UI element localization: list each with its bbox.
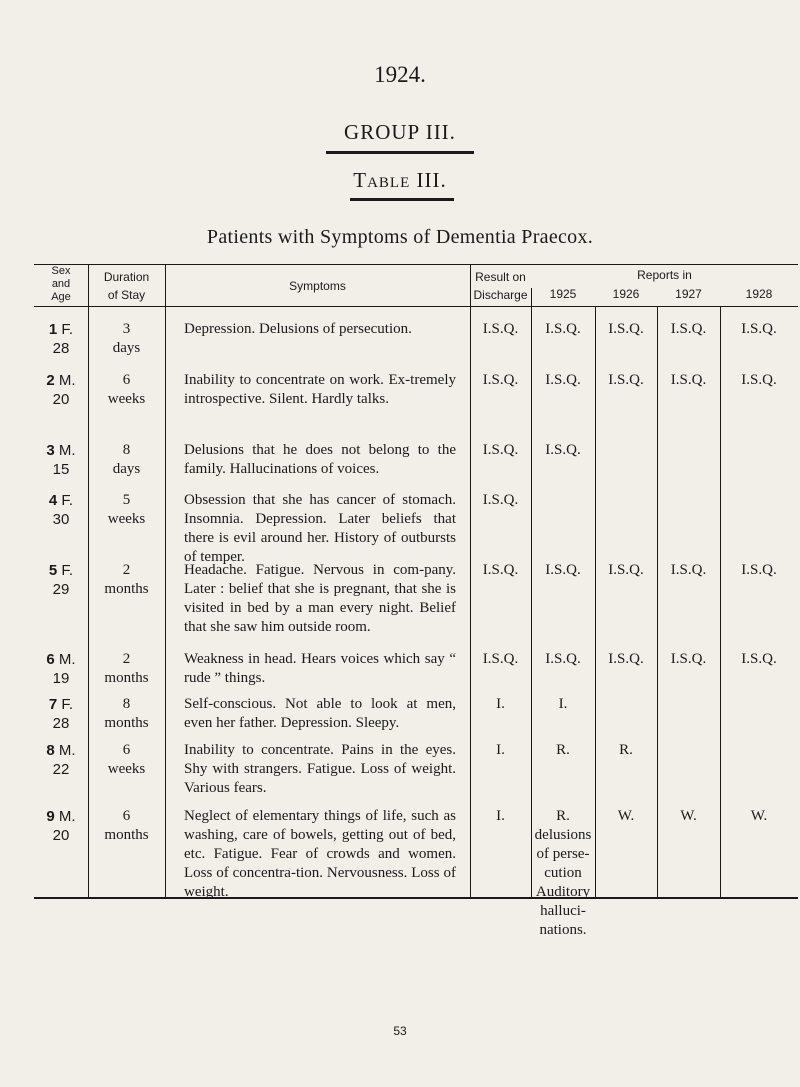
row-1928: W. [750, 808, 768, 824]
col-divider [165, 264, 166, 897]
header-symptoms: Symptoms [289, 279, 346, 293]
table-row-sex-age [34, 371, 88, 409]
col-divider [470, 264, 471, 897]
row-duration-unit: months [104, 827, 149, 843]
header-reports-in: Reports in [637, 268, 692, 282]
row-duration-number: 6 [122, 372, 131, 388]
table-subtitle: Patients with Symptoms of Dementia Praecox. [206, 226, 594, 248]
row-1926: I.S.Q. [608, 321, 644, 337]
row-1926: R. [619, 742, 633, 758]
row-result: I.S.Q. [482, 321, 519, 337]
table-row-duration [88, 695, 165, 733]
row-result: I. [496, 808, 505, 824]
row-duration-number: 2 [122, 562, 131, 578]
row-duration-number: 6 [122, 808, 131, 824]
row-1928: I.S.Q. [741, 562, 777, 578]
table-row-duration [88, 320, 165, 358]
row-number: 9 [46, 808, 55, 825]
row-age: 28 [52, 715, 70, 732]
row-duration-number: 3 [122, 321, 131, 337]
row-result: I. [496, 742, 505, 758]
row-number: 5 [48, 562, 58, 579]
row-1928: I.S.Q. [741, 651, 777, 667]
row-result: I.S.Q. [482, 372, 519, 388]
row-symptoms: Delusions that he does not belong to the family. Hallucinations of voices. [184, 442, 456, 477]
table-row-duration [88, 561, 165, 599]
row-duration-unit: days [112, 461, 141, 477]
row-1928: I.S.Q. [741, 372, 777, 388]
table-row-duration [88, 741, 165, 779]
row-age: 22 [52, 761, 70, 778]
row-sex: M. [58, 651, 76, 668]
row-duration-unit: days [112, 340, 141, 356]
row-symptoms: Headache. Fatigue. Nervous in com-pany. Later : belief that she is pregnant, that she is visited in bed by a man every night. Belief that she saw him outside room. [184, 562, 456, 635]
row-1927: I.S.Q. [670, 372, 707, 388]
header-1928: 1928 [745, 287, 773, 301]
row-sex: M. [58, 808, 76, 825]
row-1925: R. delusions of perse-cution Auditory halluci-nations. [534, 808, 592, 938]
header-sex-age [34, 265, 88, 304]
row-age: 15 [52, 461, 70, 478]
row-result: I.S.Q. [482, 651, 519, 667]
row-duration-unit: weeks [107, 391, 146, 407]
table-row-duration [88, 371, 165, 409]
table-row-duration [88, 441, 165, 479]
table-title: Table III. [353, 168, 447, 192]
row-sex: F. [61, 696, 74, 713]
header-bottom-rule [34, 306, 798, 307]
row-1927: I.S.Q. [670, 651, 707, 667]
row-1925: I. [558, 696, 568, 712]
row-sex: F. [61, 492, 74, 509]
row-age: 20 [52, 391, 70, 408]
row-1927: I.S.Q. [670, 562, 707, 578]
header-result-line1: Result on [475, 270, 526, 284]
row-duration-number: 5 [122, 492, 131, 508]
table-row-sex-age [34, 695, 88, 733]
group-heading: GROUP III. [344, 120, 456, 144]
row-1926: I.S.Q. [608, 372, 644, 388]
row-1925: I.S.Q. [545, 372, 581, 388]
row-1925: I.S.Q. [545, 442, 581, 458]
row-symptoms: Weakness in head. Hears voices which say “ rude ” things. [184, 651, 456, 686]
row-duration-unit: weeks [107, 761, 146, 777]
table-row-sex-age [34, 807, 88, 845]
row-number: 6 [46, 651, 55, 668]
row-duration-unit: months [104, 670, 149, 686]
header-duration [88, 268, 165, 304]
header-age: Age [51, 291, 71, 303]
year-heading: 1924. [374, 62, 426, 87]
row-result: I. [496, 696, 505, 712]
row-age: 19 [52, 670, 70, 687]
row-sex: F. [61, 562, 74, 579]
row-age: 28 [52, 340, 70, 357]
header-1925: 1925 [549, 287, 577, 301]
header-result-line2: Discharge [473, 288, 528, 302]
table-row-sex-age [34, 650, 88, 688]
row-age: 30 [52, 511, 70, 528]
row-sex: M. [58, 372, 76, 389]
row-1927: W. [680, 808, 697, 824]
row-symptoms: Inability to concentrate. Pains in the eyes. Shy with strangers. Fatigue. Loss of weight. Various fears. [184, 742, 456, 796]
table-row-duration [88, 491, 165, 529]
row-number: 2 [46, 372, 55, 389]
row-symptoms: Depression. Delusions of persecution. [184, 321, 412, 337]
header-1927: 1927 [675, 287, 702, 301]
row-number: 3 [46, 442, 55, 459]
row-duration-number: 2 [122, 651, 131, 667]
row-number: 7 [48, 696, 58, 713]
group-underline [326, 151, 474, 154]
table-row-sex-age [34, 491, 88, 529]
row-age: 20 [52, 827, 70, 844]
row-duration-unit: months [104, 715, 149, 731]
row-result: I.S.Q. [482, 562, 519, 578]
row-number: 8 [46, 742, 55, 759]
row-1925: I.S.Q. [545, 562, 581, 578]
row-1926: I.S.Q. [608, 562, 644, 578]
header-sex: Sex [51, 265, 71, 277]
table-row-duration [88, 807, 165, 845]
row-duration-unit: weeks [107, 511, 146, 527]
row-symptoms: Obsession that she has cancer of stomach. Insomnia. Depression. Later beliefs that there is evil around her. History of outbursts of temper. [184, 492, 456, 565]
row-1926: I.S.Q. [608, 651, 644, 667]
row-sex: M. [58, 742, 76, 759]
page-number: 53 [393, 1024, 407, 1038]
header-duration-line2: of Stay [107, 288, 146, 302]
row-symptoms: Inability to concentrate on work. Ex-tremely introspective. Silent. Hardly talks. [184, 372, 456, 407]
table-title-underline [350, 198, 454, 201]
header-1926: 1926 [612, 287, 640, 301]
table-row-duration [88, 650, 165, 688]
row-duration-number: 6 [122, 742, 131, 758]
row-duration-unit: months [104, 581, 149, 597]
row-1928: I.S.Q. [741, 321, 777, 337]
row-result: I.S.Q. [482, 442, 519, 458]
row-number: 4 [48, 492, 58, 509]
row-1925: I.S.Q. [545, 321, 581, 337]
row-sex: F. [61, 321, 74, 338]
table-top-rule [34, 264, 798, 265]
row-1925: R. [556, 742, 570, 758]
row-number: 1 [48, 321, 58, 338]
row-1925: I.S.Q. [545, 651, 581, 667]
row-symptoms: Self-conscious. Not able to look at men, even her father. Depression. Sleepy. [184, 696, 456, 731]
row-1927: I.S.Q. [670, 321, 707, 337]
table-row-sex-age [34, 320, 88, 358]
row-duration-number: 8 [122, 442, 131, 458]
table-row-sex-age [34, 441, 88, 479]
row-1926: W. [617, 808, 635, 824]
row-age: 29 [52, 581, 70, 598]
table-row-sex-age [34, 741, 88, 779]
header-duration-line1: Duration [103, 270, 150, 284]
header-and: and [51, 278, 71, 290]
row-sex: M. [58, 442, 76, 459]
row-result: I.S.Q. [482, 492, 519, 508]
row-duration-number: 8 [122, 696, 131, 712]
table-row-sex-age [34, 561, 88, 599]
header-result [470, 268, 531, 304]
row-symptoms: Neglect of elementary things of life, such as washing, care of bowels, getting out of bed, etc. Fatigue. Fear of crowds and women. Loss of concentra-tion. Nervousness. Loss of weight. [184, 808, 456, 900]
